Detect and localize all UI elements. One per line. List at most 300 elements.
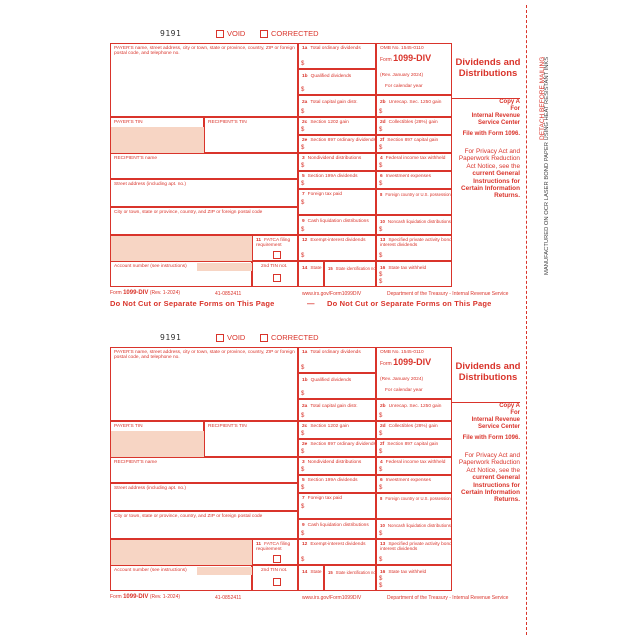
second-tin-checkbox[interactable]: [273, 274, 281, 282]
box-9-dollar: $: [301, 531, 305, 537]
form-name-prefix: Form: [380, 361, 392, 367]
box-12-text: Exempt-interest dividends: [310, 238, 366, 243]
box-2f-dollar: $: [379, 145, 383, 151]
box-3[interactable]: [298, 457, 376, 475]
payer-info-label: PAYER'S name, street address, city or town, state or province, country, ZIP or foreign postal code, and telephone no.: [114, 46, 295, 57]
box-1b-text: Qualified dividends: [310, 378, 352, 383]
box-2a-text: Total capital gain distr.: [310, 100, 358, 105]
box-2c-text: Section 1202 gain: [310, 424, 349, 429]
box-2e-num: 2e: [302, 442, 308, 447]
box-9-num: 9: [302, 523, 305, 528]
box-2c-label: [302, 424, 349, 429]
box-16-dollar-1: $: [379, 576, 383, 582]
box-3-dollar: $: [301, 163, 305, 169]
box-2d-text: Collectibles (28%) gain: [388, 424, 438, 429]
box-2a-num: 2a: [302, 404, 308, 409]
box-2d-num: 2d: [380, 424, 386, 429]
account-shade: [197, 263, 252, 271]
box-12-label: [302, 542, 366, 547]
privacy-bold: current General Instructions for Certain Information Returns.: [461, 474, 520, 504]
box-14[interactable]: [298, 261, 324, 287]
box-16-dollar-1: $: [379, 272, 383, 278]
box-13-num: 13: [380, 238, 386, 243]
box-2c-dollar: $: [301, 127, 305, 133]
footer-form-prefix: Form: [110, 290, 122, 296]
account-number-box[interactable]: [110, 261, 252, 287]
privacy-text: For Privacy Act and Paperwork Reduction Act Notice, see the: [458, 148, 520, 170]
copy-a-block: [452, 98, 520, 200]
box-16-num: 16: [380, 570, 386, 575]
copy-a-line-3: Internal Revenue: [471, 113, 520, 119]
box-2d[interactable]: [376, 117, 452, 135]
footer-cat: 41-0852411: [215, 291, 242, 297]
box-2f[interactable]: [376, 439, 452, 457]
copy-a-line-2: For: [510, 410, 520, 416]
fatca-num: 11: [256, 542, 262, 547]
box-2f-label: [380, 442, 438, 447]
fatca-box[interactable]: [252, 539, 298, 565]
fatca-num: 11: [256, 238, 262, 243]
box-2e-dollar: $: [301, 449, 305, 455]
box-16[interactable]: [376, 261, 452, 287]
box-7-num: 7: [302, 496, 305, 501]
box-3-label: [302, 460, 361, 465]
box-2f-text: Section 897 capital gain: [387, 442, 439, 447]
box-4-label: [380, 460, 445, 465]
fatca-shade: [111, 236, 252, 261]
box-2b[interactable]: [376, 95, 452, 117]
box-13-text: Specified private activity bond interest dividends: [380, 238, 452, 249]
box-1a[interactable]: [298, 347, 376, 373]
box-1b-num: 1b: [302, 378, 308, 383]
second-tin-checkbox[interactable]: [273, 578, 281, 586]
box-5-label: [302, 174, 358, 179]
fatca-shade: [111, 540, 252, 565]
box-7-text: Foreign tax paid: [307, 192, 343, 197]
void-checkbox[interactable]: [216, 334, 224, 342]
box-9-num: 9: [302, 219, 305, 224]
box-12-text: Exempt-interest dividends: [310, 542, 366, 547]
fatca-label: [256, 238, 300, 249]
footer-form: [110, 290, 180, 296]
box-8-label: [380, 496, 451, 501]
second-tin-label: 2nd TIN not.: [261, 264, 288, 269]
copy-a-line-4: Service Center: [477, 424, 520, 430]
footer-rev: (Rev. 1-2024): [149, 594, 181, 600]
box-8-num: 8: [380, 192, 383, 197]
account-number-label: Account number (see instructions): [114, 568, 187, 573]
payer-info-label: PAYER'S name, street address, city or town, state or province, country, ZIP or foreign postal code, and telephone no.: [114, 350, 295, 361]
footer-form-number: 1099-DIV: [123, 594, 149, 600]
fatca-text: FATCA filing requirement: [256, 542, 291, 553]
box-4-dollar: $: [379, 467, 383, 473]
file-with: File with Form 1096.: [462, 131, 520, 137]
box-8-label: [380, 192, 451, 197]
box-9-text: Cash liquidation distributions: [307, 219, 369, 224]
box-16-dollar-2: $: [379, 279, 383, 285]
box-13-dollar: $: [379, 557, 383, 563]
void-checkbox[interactable]: [216, 30, 224, 38]
box-15[interactable]: [324, 565, 376, 591]
void-label: VOID: [227, 29, 246, 38]
box-12[interactable]: [298, 235, 376, 261]
box-2b-num: 2b: [380, 404, 386, 409]
form-1099-div-top: [110, 29, 521, 308]
box-4-dollar: $: [379, 163, 383, 169]
account-shade: [197, 567, 252, 575]
do-not-cut-left: Do Not Cut or Separate Forms on This Page: [110, 299, 275, 308]
box-2a-dollar: $: [301, 413, 305, 419]
box-6-text: Investment expenses: [385, 478, 432, 483]
box-12-dollar: $: [301, 557, 305, 563]
privacy-bold: current General Instructions for Certain Information Returns.: [461, 170, 520, 200]
box-10-num: 10: [380, 219, 385, 224]
account-number-label: Account number (see instructions): [114, 264, 187, 269]
box-2d-label: [380, 120, 438, 125]
box-4[interactable]: [376, 457, 452, 475]
box-1a-label: [302, 350, 361, 355]
box-15-label: [328, 570, 377, 575]
box-1a-dollar: $: [301, 61, 305, 67]
perforation-line: [526, 5, 527, 635]
box-16-num: 16: [380, 266, 386, 271]
box-4-num: 4: [380, 460, 383, 465]
box-12-label: [302, 238, 366, 243]
privacy-notice: [452, 452, 520, 504]
box-10[interactable]: [376, 215, 452, 235]
form-title: Dividends and Distributions: [455, 57, 521, 79]
box-12-num: 12: [302, 542, 308, 547]
box-6-num: 6: [380, 478, 383, 483]
second-tin-box[interactable]: [252, 565, 298, 591]
footer-form-number: 1099-DIV: [123, 290, 149, 296]
box-4[interactable]: [376, 153, 452, 171]
box-10-label: [380, 523, 451, 528]
payer-tin-label: PAYER'S TIN: [114, 120, 143, 125]
box-9[interactable]: [298, 519, 376, 539]
box-15[interactable]: [324, 261, 376, 287]
box-8-text: Foreign country or U.S. possession: [385, 192, 451, 197]
box-2e-text: Section 897 ordinary dividends: [310, 442, 376, 447]
form-1099-div-bottom: [110, 333, 521, 601]
box-5-text: Section 199A dividends: [307, 478, 358, 483]
box-2f-label: [380, 138, 438, 143]
box-7-text: Foreign tax paid: [307, 496, 343, 501]
box-14-label: [302, 266, 322, 271]
box-14-label: [302, 570, 322, 575]
box-6-dollar: $: [379, 485, 383, 491]
box-10-num: 10: [380, 523, 385, 528]
box-2e[interactable]: [298, 439, 376, 457]
corrected-label: CORRECTED: [271, 29, 319, 38]
copy-a-line-1: Copy A: [499, 403, 520, 409]
box-2c-dollar: $: [301, 431, 305, 437]
box-7-num: 7: [302, 192, 305, 197]
box-6-label: [380, 174, 431, 179]
box-2f-num: 2f: [380, 138, 385, 143]
box-1a[interactable]: [298, 43, 376, 69]
detach-text: DETACH BEFORE MAILING: [539, 56, 546, 140]
box-2b-text: Unrecap. Sec. 1250 gain: [388, 404, 442, 409]
box-6-label: [380, 478, 431, 483]
box-2e[interactable]: [298, 135, 376, 153]
box-2a-num: 2a: [302, 100, 308, 105]
copy-a-line-2: For: [510, 106, 520, 112]
box-6-num: 6: [380, 174, 383, 179]
box-7-dollar: $: [301, 504, 305, 510]
box-12[interactable]: [298, 539, 376, 565]
box-1b-dollar: $: [301, 391, 305, 397]
box-16-label: [380, 570, 426, 575]
box-2a-label: [302, 100, 358, 105]
form-name-number: 1099-DIV: [393, 53, 432, 63]
box-4-num: 4: [380, 156, 383, 161]
box-4-text: Federal income tax withheld: [385, 156, 446, 161]
footer-url: www.irs.gov/Form1099DIV: [302, 291, 362, 297]
payer-tin-label: PAYER'S TIN: [114, 424, 143, 429]
fatca-box[interactable]: [252, 235, 298, 261]
account-number-box[interactable]: [110, 565, 252, 591]
city-box[interactable]: [110, 511, 298, 539]
footer-dept: Department of the Treasury - Internal Revenue Service: [387, 291, 509, 297]
box-2a-text: Total capital gain distr.: [310, 404, 358, 409]
city-label: City or town, state or province, country, and ZIP or foreign postal code: [114, 210, 263, 215]
street-address-box[interactable]: [110, 483, 298, 511]
box-1b-num: 1b: [302, 74, 308, 79]
box-3-num: 3: [302, 156, 305, 161]
form-name: [380, 53, 432, 63]
box-10-text: Noncash liquidation distributions: [387, 219, 451, 224]
copy-a-line-4: Service Center: [477, 120, 520, 126]
fatca-checkbox[interactable]: [273, 555, 281, 563]
rev-date: (Rev. January 2024): [380, 73, 424, 78]
recipient-tin-label: RECIPIENT'S TIN: [208, 424, 247, 429]
omb-box: [376, 43, 452, 95]
city-box[interactable]: [110, 207, 298, 235]
box-10-dollar: $: [379, 531, 383, 537]
box-1a-num: 1a: [302, 350, 308, 355]
manufactured-text: MANUFACTURED ON OCR LASER BOND PAPER USING HEAT RESISTANT INKS: [544, 56, 550, 275]
box-16[interactable]: [376, 565, 452, 591]
box-9-label: [302, 523, 369, 528]
payer-tin-box[interactable]: [110, 117, 204, 153]
box-2c-text: Section 1202 gain: [310, 120, 349, 125]
form-title: Dividends and Distributions: [455, 361, 521, 383]
box-13[interactable]: [376, 235, 452, 261]
second-tin-box[interactable]: [252, 261, 298, 287]
box-15-num: 15: [328, 266, 333, 271]
box-1b-label: [302, 378, 351, 383]
footer-url: www.irs.gov/Form1099DIV: [302, 595, 362, 601]
omb-box: [376, 347, 452, 399]
box-8[interactable]: [376, 189, 452, 215]
box-9-text: Cash liquidation distributions: [307, 523, 369, 528]
street-address-box[interactable]: [110, 179, 298, 207]
copy-a-line-3: Internal Revenue: [471, 417, 520, 423]
omb-label: OMB No. 1545-0110: [380, 350, 424, 355]
form-code: 9191: [160, 29, 182, 38]
box-10[interactable]: [376, 519, 452, 539]
footer-dept: Department of the Treasury - Internal Revenue Service: [387, 595, 509, 601]
recipient-name-box[interactable]: [110, 457, 298, 483]
box-15-label: [328, 266, 377, 271]
box-6[interactable]: [376, 475, 452, 493]
do-not-cut-right: Do Not Cut or Separate Forms on This Page: [327, 299, 492, 308]
box-1b[interactable]: [298, 373, 376, 399]
box-1a-dollar: $: [301, 365, 305, 371]
box-2e-dollar: $: [301, 145, 305, 151]
box-2b-text: Unrecap. Sec. 1250 gain: [388, 100, 442, 105]
box-2a[interactable]: [298, 399, 376, 421]
void-label: VOID: [227, 333, 246, 342]
box-13-dollar: $: [379, 253, 383, 259]
form-header: [110, 333, 410, 345]
do-not-cut-dash: —: [307, 299, 315, 308]
box-10-text: Noncash liquidation distributions: [387, 523, 451, 528]
box-2b-label: [380, 404, 441, 409]
payer-tin-box[interactable]: [110, 421, 204, 457]
calendar-year: For calendar year: [385, 388, 423, 393]
box-2d[interactable]: [376, 421, 452, 439]
box-12-num: 12: [302, 238, 308, 243]
box-1a-num: 1a: [302, 46, 308, 51]
box-2e-label: [302, 442, 376, 447]
box-2b-dollar: $: [379, 109, 383, 115]
box-2f-text: Section 897 capital gain: [387, 138, 439, 143]
box-2d-label: [380, 424, 438, 429]
box-3-label: [302, 156, 361, 161]
box-8[interactable]: [376, 493, 452, 519]
box-14[interactable]: [298, 565, 324, 591]
box-2b[interactable]: [376, 399, 452, 421]
box-2c-num: 2c: [302, 424, 308, 429]
corrected-checkbox[interactable]: [260, 334, 268, 342]
recipient-name-box[interactable]: [110, 153, 298, 179]
box-4-label: [380, 156, 445, 161]
box-9[interactable]: [298, 215, 376, 235]
payer-info-box[interactable]: [110, 347, 298, 421]
box-5[interactable]: [298, 171, 376, 189]
box-15-text: State identification no.: [335, 266, 377, 271]
footer-cat: 41-0852411: [215, 595, 242, 601]
box-2b-num: 2b: [380, 100, 386, 105]
box-6[interactable]: [376, 171, 452, 189]
box-2f[interactable]: [376, 135, 452, 153]
box-2c[interactable]: [298, 117, 376, 135]
box-2c-label: [302, 120, 349, 125]
box-12-dollar: $: [301, 253, 305, 259]
fatca-checkbox[interactable]: [273, 251, 281, 259]
box-1a-text: Total ordinary dividends: [310, 46, 361, 51]
box-2c[interactable]: [298, 421, 376, 439]
box-7[interactable]: [298, 493, 376, 519]
box-1b-dollar: $: [301, 87, 305, 93]
rev-date: (Rev. January 2024): [380, 377, 424, 382]
box-2c-num: 2c: [302, 120, 308, 125]
box-13-label: [380, 238, 452, 249]
box-14-num: 14: [302, 266, 308, 271]
box-15-text: State identification no.: [335, 570, 377, 575]
box-5-text: Section 199A dividends: [307, 174, 358, 179]
box-2f-dollar: $: [379, 449, 383, 455]
box-2d-num: 2d: [380, 120, 386, 125]
box-5-num: 5: [302, 478, 305, 483]
box-3-dollar: $: [301, 467, 305, 473]
box-2e-label: [302, 138, 376, 143]
box-9-label: [302, 219, 369, 224]
privacy-text: For Privacy Act and Paperwork Reduction Act Notice, see the: [458, 452, 520, 474]
box-13-text: Specified private activity bond interest dividends: [380, 542, 452, 553]
box-2d-text: Collectibles (28%) gain: [388, 120, 438, 125]
form-name: [380, 357, 432, 367]
box-2d-dollar: $: [379, 127, 383, 133]
box-3[interactable]: [298, 153, 376, 171]
box-3-text: Nondividend distributions: [307, 460, 362, 465]
box-2a[interactable]: [298, 95, 376, 117]
recipient-tin-box[interactable]: [204, 117, 298, 153]
box-13-num: 13: [380, 542, 386, 547]
box-7[interactable]: [298, 189, 376, 215]
payer-info-box[interactable]: [110, 43, 298, 117]
box-2a-dollar: $: [301, 109, 305, 115]
corrected-label: CORRECTED: [271, 333, 319, 342]
box-2b-dollar: $: [379, 413, 383, 419]
recipient-tin-label: RECIPIENT'S TIN: [208, 120, 247, 125]
box-14-text: State: [310, 266, 322, 271]
footer-rev: (Rev. 1-2024): [149, 290, 181, 296]
box-5-dollar: $: [301, 485, 305, 491]
box-13[interactable]: [376, 539, 452, 565]
box-2e-num: 2e: [302, 138, 308, 143]
box-5-label: [302, 478, 358, 483]
payer-tin-shade: [111, 127, 204, 153]
privacy-notice: [452, 148, 520, 200]
street-address-label: Street address (including apt. no.): [114, 486, 186, 491]
fatca-left-box: [110, 539, 252, 565]
box-3-num: 3: [302, 460, 305, 465]
copy-a-line-1: Copy A: [499, 99, 520, 105]
box-1a-label: [302, 46, 361, 51]
box-5[interactable]: [298, 475, 376, 493]
fatca-label: [256, 542, 300, 553]
box-10-label: [380, 219, 451, 224]
box-1b[interactable]: [298, 69, 376, 95]
payer-tin-shade: [111, 431, 204, 457]
recipient-tin-box[interactable]: [204, 421, 298, 457]
box-7-dollar: $: [301, 200, 305, 206]
form-code: 9191: [160, 333, 182, 342]
footer-form-prefix: Form: [110, 594, 122, 600]
form-name-prefix: Form: [380, 57, 392, 63]
box-2b-label: [380, 100, 441, 105]
omb-label: OMB No. 1545-0110: [380, 46, 424, 51]
box-4-text: Federal income tax withheld: [385, 460, 446, 465]
box-1b-text: Qualified dividends: [310, 74, 352, 79]
box-2a-label: [302, 404, 358, 409]
box-6-dollar: $: [379, 181, 383, 187]
form-name-number: 1099-DIV: [393, 357, 432, 367]
box-1a-text: Total ordinary dividends: [310, 350, 361, 355]
box-2e-text: Section 897 ordinary dividends: [310, 138, 376, 143]
second-tin-label: 2nd TIN not.: [261, 568, 288, 573]
box-10-dollar: $: [379, 227, 383, 233]
box-8-text: Foreign country or U.S. possession: [385, 496, 451, 501]
box-5-num: 5: [302, 174, 305, 179]
corrected-checkbox[interactable]: [260, 30, 268, 38]
box-5-dollar: $: [301, 181, 305, 187]
box-9-dollar: $: [301, 227, 305, 233]
footer-form: [110, 594, 180, 600]
